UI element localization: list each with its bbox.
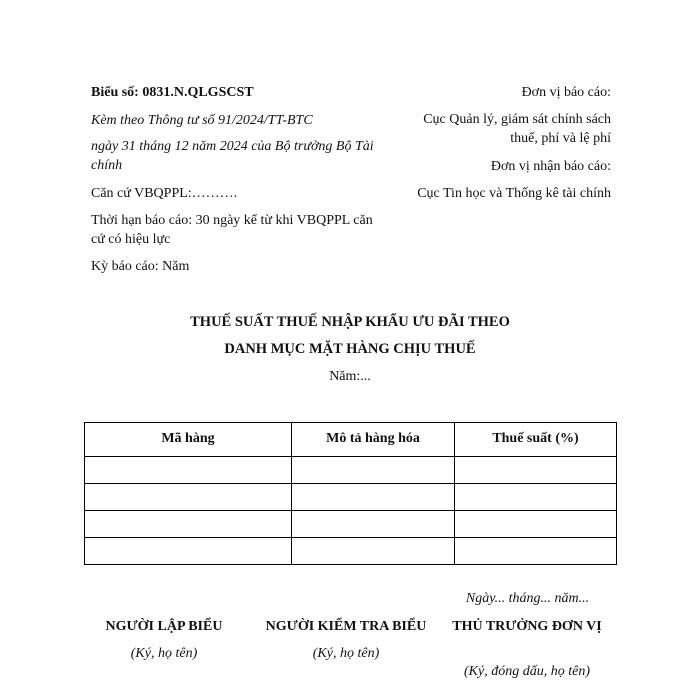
reporting-deadline: Thời hạn báo cáo: 30 ngày kể từ khi VBQPPL căn cứ có hiệu lực — [91, 213, 373, 247]
reporting-unit: Cục Quản lý, giám sát chính sách thuế, phí và lệ phí — [423, 112, 611, 146]
table-cell — [455, 538, 617, 565]
receiving-unit: Cục Tin học và Thống kê tài chính — [417, 186, 611, 201]
report-year: Năm:... — [329, 369, 371, 384]
receiving-unit-label: Đơn vị nhận báo cáo: — [490, 159, 611, 174]
title-line-1: THUẾ SUẤT THUẾ NHẬP KHẨU ƯU ĐÃI THEO — [190, 314, 510, 330]
date-line: Ngày... tháng... năm... — [465, 591, 590, 606]
form-number: Biểu số: 0831.N.QLGSCST — [91, 85, 254, 100]
table-cell — [292, 484, 455, 511]
head-note: (Ký, đóng dấu, họ tên) — [464, 664, 590, 679]
table-cell — [292, 457, 455, 484]
head-title: THỦ TRƯỞNG ĐƠN VỊ — [452, 619, 602, 634]
preparer-note: (Ký, họ tên) — [130, 646, 198, 661]
table-cell — [85, 511, 292, 538]
table-header-row — [85, 423, 617, 457]
table-cell — [85, 538, 292, 565]
checker-title: NGƯỜI KIỂM TRA BIỂU — [265, 619, 427, 634]
checker-note: (Ký, họ tên) — [312, 646, 380, 661]
table-cell — [292, 511, 455, 538]
column-header-rate: Thuế suất (%) — [455, 423, 617, 457]
table-cell — [455, 511, 617, 538]
preparer-title: NGƯỜI LẬP BIỂU — [105, 619, 223, 634]
table-cell — [85, 484, 292, 511]
reporting-period: Kỳ báo cáo: Năm — [91, 259, 190, 274]
reporting-unit-label: Đơn vị báo cáo: — [521, 85, 611, 100]
table-row — [85, 484, 617, 511]
title-line-2: DANH MỤC MẶT HÀNG CHỊU THUẾ — [224, 341, 476, 357]
legal-basis: Căn cứ VBQPPL:………. — [91, 186, 238, 201]
column-header-description: Mô tả hàng hóa — [292, 423, 455, 457]
table-cell — [85, 457, 292, 484]
table-row — [85, 511, 617, 538]
table-cell — [292, 538, 455, 565]
table-cell — [455, 484, 617, 511]
attached-circular: Kèm theo Thông tư số 91/2024/TT-BTC — [91, 113, 313, 128]
tariff-table — [84, 422, 617, 565]
table-row — [85, 538, 617, 565]
attached-circular-date: ngày 31 tháng 12 năm 2024 của Bộ trưởng Bộ Tài chính — [91, 139, 374, 173]
column-header-code: Mã hàng — [85, 423, 292, 457]
table-row — [85, 457, 617, 484]
table-cell — [455, 457, 617, 484]
